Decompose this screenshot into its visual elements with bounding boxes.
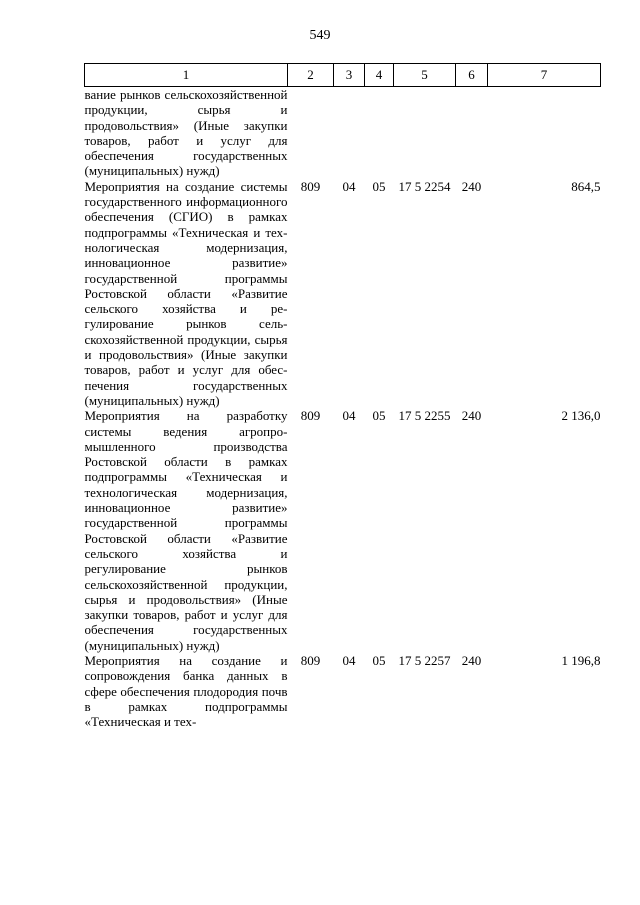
column-header-5: 5 xyxy=(394,64,456,87)
row-subsection xyxy=(365,87,394,179)
row-amount xyxy=(488,87,601,179)
row-description: Мероприятия на разработку системы ведения агропромышленного производства Ростовской области в рамках подпрограммы «Техническая и технологическая модернизация, инновационное развитие» государственной программы Ростовской области «Развитие сельского хозяйства и регулирование рынков сельскохозяйственной продукции, сырья и продовольствия» (Иные закупки товаров, работ и услуг для обеспечения государственных (муниципальных) нужд) xyxy=(84,408,288,653)
row-target-article: 17 5 2254 xyxy=(398,178,451,194)
row-description: Мероприятия на создание системы государственного информационного обеспечения (СГИО) в рамках подпрограммы «Техническая и технологическая модернизация, инновационное развитие» государственной программы Ростовской области «Развитие сельского хозяйства и регулирование рынков сельскохозяйственной продукции, сырья и продовольствия» (Иные закупки товаров, работ и услуг для обеспечения государственных (муниципальных) нужд) xyxy=(84,178,288,408)
column-header-6: 6 xyxy=(456,64,488,87)
row-ministry-code: 809 xyxy=(300,178,321,194)
table-row xyxy=(85,653,601,729)
table-row xyxy=(85,408,601,653)
row-target-article: 17 5 2255 xyxy=(398,408,451,424)
row-subsection: 05 xyxy=(372,408,386,424)
row-expense-type xyxy=(456,87,488,179)
row-description: вание рынков сельскохозяйственной продукции, сырья и продовольствия» (Иные закупки товаров, работ и услуг для обеспечения государственных (муниципальных) нужд) xyxy=(84,87,288,179)
row-expense-type: 240 xyxy=(461,178,482,194)
table-row xyxy=(85,87,601,179)
row-section: 04 xyxy=(342,652,356,668)
row-expense-type: 240 xyxy=(461,408,482,424)
row-section xyxy=(334,87,365,179)
column-header-3: 3 xyxy=(334,64,365,87)
row-ministry-code xyxy=(288,87,334,179)
row-subsection: 05 xyxy=(372,178,386,194)
column-header-4: 4 xyxy=(365,64,394,87)
row-target-article: 17 5 2257 xyxy=(398,652,451,668)
row-ministry-code: 809 xyxy=(300,652,321,668)
table-header-row xyxy=(85,64,601,87)
page-number: 549 xyxy=(309,28,331,43)
row-amount: 1 196,8 xyxy=(561,652,601,668)
budget-table xyxy=(84,63,601,729)
row-description: Мероприятия на создание и сопровождения банка данных в сфере обеспечения плодородия почв в рамках подпрограммы «Техническая и тех- xyxy=(84,652,288,730)
row-section: 04 xyxy=(342,408,356,424)
row-expense-type: 240 xyxy=(461,652,482,668)
row-section: 04 xyxy=(342,178,356,194)
row-target-article xyxy=(394,87,456,179)
row-ministry-code: 809 xyxy=(300,408,321,424)
column-header-7: 7 xyxy=(488,64,601,87)
column-header-1: 1 xyxy=(85,64,288,87)
row-subsection: 05 xyxy=(372,652,386,668)
column-header-2: 2 xyxy=(288,64,334,87)
table-row xyxy=(85,179,601,408)
row-amount: 864,5 xyxy=(571,178,601,194)
row-amount: 2 136,0 xyxy=(561,408,601,424)
